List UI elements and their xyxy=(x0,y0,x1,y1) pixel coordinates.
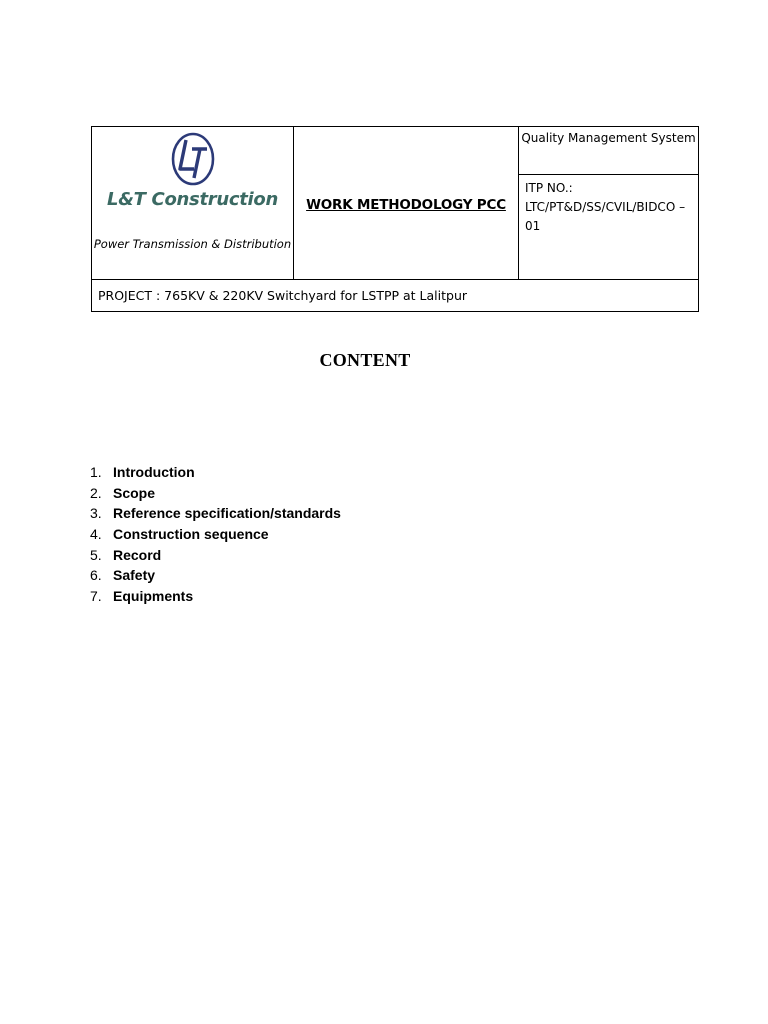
company-name: L&T Construction xyxy=(107,189,278,210)
itp-cell xyxy=(519,175,699,280)
project-cell xyxy=(92,280,699,312)
qms-label: Quality Management System xyxy=(521,131,696,145)
content-heading: CONTENT xyxy=(319,350,411,370)
lt-logo-icon xyxy=(170,131,216,187)
division-label: Power Transmission & Distribution xyxy=(93,237,292,251)
qms-cell xyxy=(519,127,699,175)
itp-number: LTC/PT&D/SS/CVIL/BIDCO – 01 xyxy=(525,200,686,233)
title-cell xyxy=(294,127,519,280)
toc-item-label: Safety xyxy=(113,567,156,584)
list-item: 3. Reference specification/standards xyxy=(90,505,341,522)
toc-item-label: Construction sequence xyxy=(113,526,269,543)
list-item: 1. Introduction xyxy=(90,464,195,480)
toc-item-label: Record xyxy=(113,546,162,563)
toc-item-label: Reference specification/standards xyxy=(113,505,341,522)
list-item: 4. Construction sequence xyxy=(90,526,269,543)
toc-item-label: Introduction xyxy=(113,464,195,480)
document-title: WORK METHODOLOGY PCC xyxy=(306,196,506,213)
itp-label: ITP NO.: xyxy=(525,181,573,195)
table-of-contents xyxy=(90,462,341,607)
list-item: 5. Record xyxy=(90,546,162,563)
logo-cell xyxy=(92,127,294,280)
list-item: 7. Equipments xyxy=(90,588,194,605)
project-name: PROJECT : 765KV & 220KV Switchyard for LSTPP at Lalitpur xyxy=(98,288,468,303)
document-header-table xyxy=(91,126,699,312)
list-item: 6. Safety xyxy=(90,567,156,584)
toc-item-label: Equipments xyxy=(113,588,194,605)
list-item: 2. Scope xyxy=(90,484,156,501)
toc-item-label: Scope xyxy=(113,484,156,501)
